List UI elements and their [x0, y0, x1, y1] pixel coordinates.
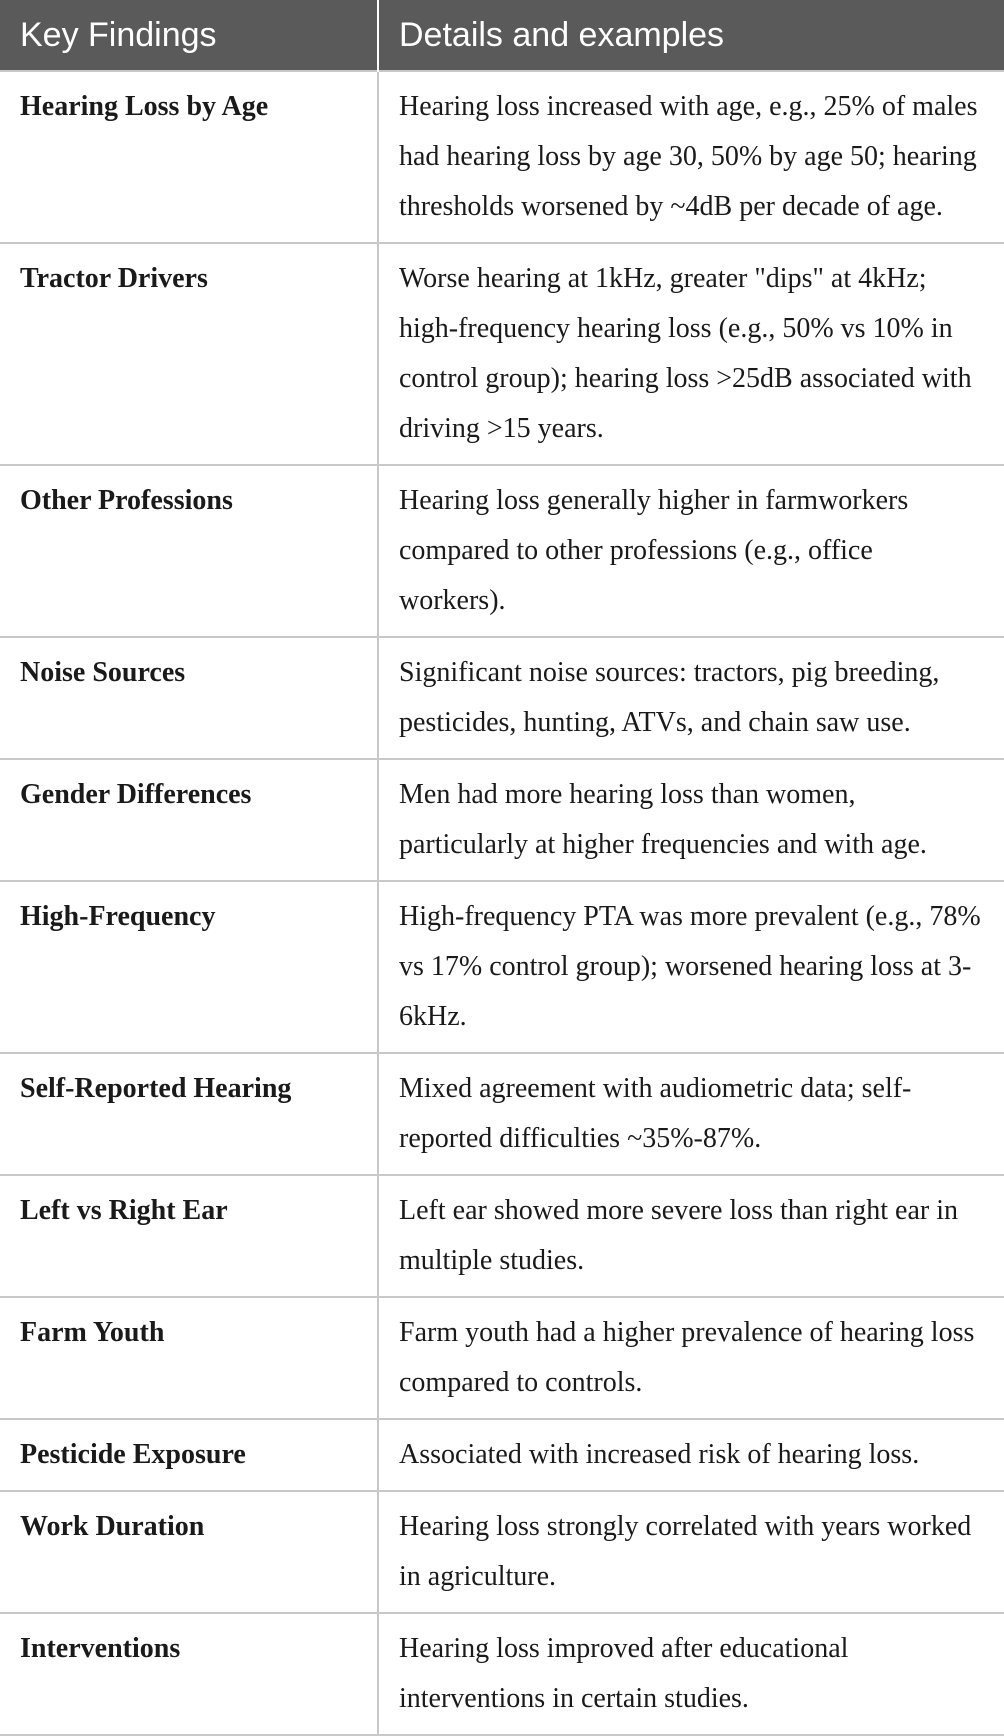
- row-details: Left ear showed more severe loss than right ear in multiple studies.: [378, 1175, 1004, 1297]
- table-row: [0, 1613, 1004, 1735]
- table-row: [0, 1491, 1004, 1613]
- row-key: Work Duration: [0, 1491, 378, 1613]
- table-header: [0, 0, 1004, 71]
- table-row: [0, 1419, 1004, 1491]
- table-row: [0, 637, 1004, 759]
- row-details: Mixed agreement with audiometric data; self-reported difficulties ~35%-87%.: [378, 1053, 1004, 1175]
- row-details: High-frequency PTA was more prevalent (e.g., 78% vs 17% control group); worsened hearing loss at 3-6kHz.: [378, 881, 1004, 1053]
- table-row: [0, 71, 1004, 243]
- row-details: Associated with increased risk of hearing loss.: [378, 1419, 1004, 1491]
- table-row: [0, 881, 1004, 1053]
- row-key: Gender Differences: [0, 759, 378, 881]
- row-key: Farm Youth: [0, 1297, 378, 1419]
- header-row: [0, 0, 1004, 71]
- row-key: Pesticide Exposure: [0, 1419, 378, 1491]
- table-row: [0, 243, 1004, 465]
- header-details: Details and examples: [378, 0, 1004, 71]
- row-details: Hearing loss increased with age, e.g., 25% of males had hearing loss by age 30, 50% by age 50; hearing thresholds worsened by ~4dB per decade of age.: [378, 71, 1004, 243]
- row-details: Hearing loss generally higher in farmworkers compared to other professions (e.g., office workers).: [378, 465, 1004, 637]
- row-details: Hearing loss strongly correlated with years worked in agriculture.: [378, 1491, 1004, 1613]
- row-details: Significant noise sources: tractors, pig breeding, pesticides, hunting, ATVs, and chain saw use.: [378, 637, 1004, 759]
- row-key: Interventions: [0, 1613, 378, 1735]
- row-details: Farm youth had a higher prevalence of hearing loss compared to controls.: [378, 1297, 1004, 1419]
- row-details: Men had more hearing loss than women, particularly at higher frequencies and with age.: [378, 759, 1004, 881]
- table-row: [0, 759, 1004, 881]
- row-key: Noise Sources: [0, 637, 378, 759]
- row-key: Self-Reported Hearing: [0, 1053, 378, 1175]
- table-row: [0, 1175, 1004, 1297]
- row-key: Tractor Drivers: [0, 243, 378, 465]
- row-details: Hearing loss improved after educational interventions in certain studies.: [378, 1613, 1004, 1735]
- header-key-findings: Key Findings: [0, 0, 378, 71]
- row-key: Hearing Loss by Age: [0, 71, 378, 243]
- row-details: Worse hearing at 1kHz, greater "dips" at 4kHz; high-frequency hearing loss (e.g., 50% vs 10% in control group); hearing loss >25dB associated with driving >15 years.: [378, 243, 1004, 465]
- table-row: [0, 465, 1004, 637]
- table-body: [0, 71, 1004, 1735]
- row-key: High-Frequency: [0, 881, 378, 1053]
- row-key: Left vs Right Ear: [0, 1175, 378, 1297]
- table-row: [0, 1053, 1004, 1175]
- row-key: Other Professions: [0, 465, 378, 637]
- table-row: [0, 1297, 1004, 1419]
